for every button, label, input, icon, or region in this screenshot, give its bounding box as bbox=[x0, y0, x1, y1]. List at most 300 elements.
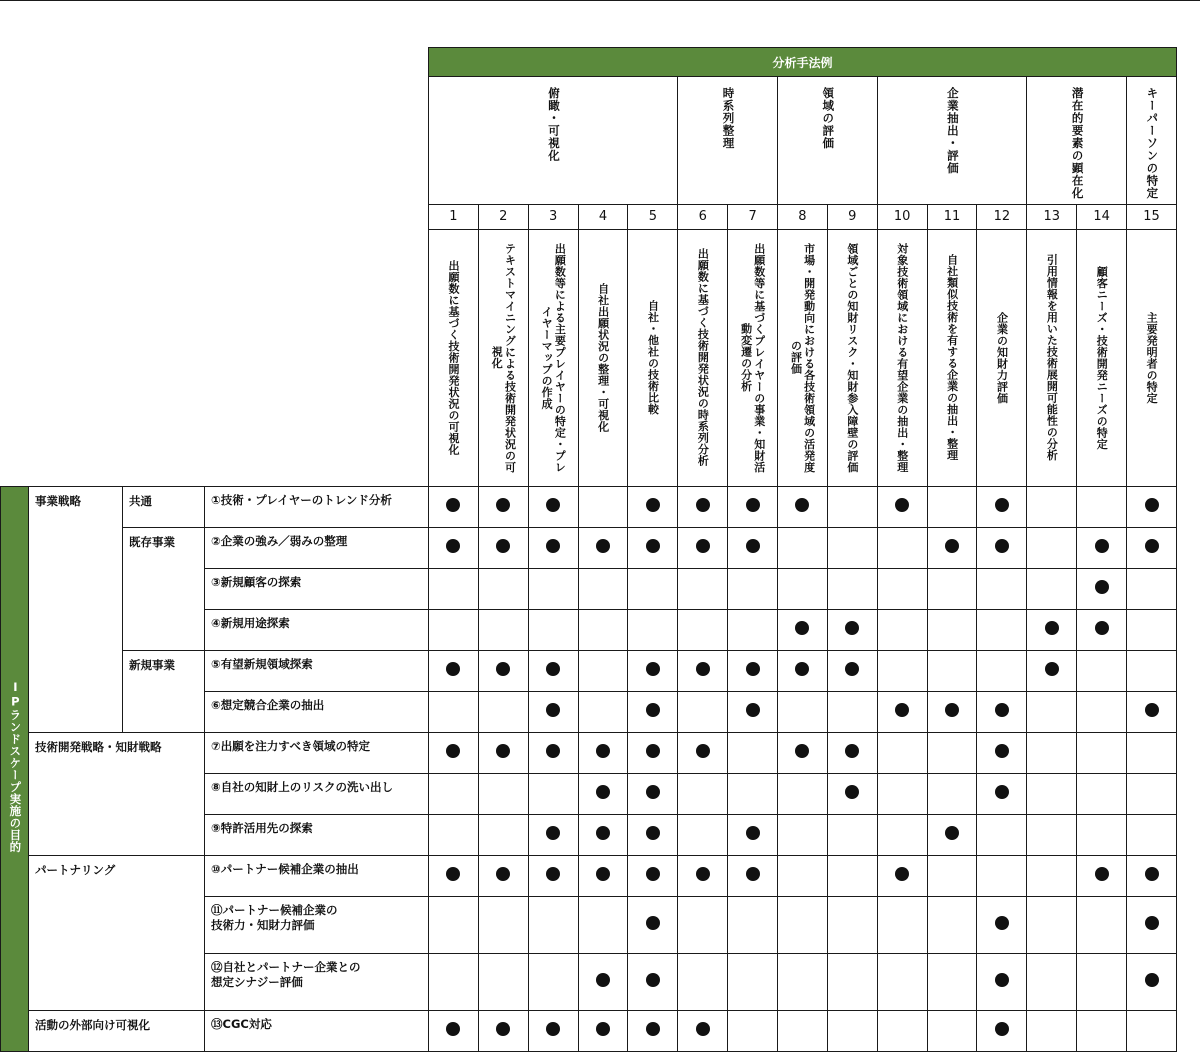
matrix-cell bbox=[927, 1010, 977, 1051]
matrix-cell bbox=[778, 486, 828, 527]
matrix-cell bbox=[528, 691, 578, 732]
matrix-cell bbox=[977, 773, 1027, 814]
matrix-cell bbox=[628, 814, 678, 855]
matrix-cell bbox=[927, 773, 977, 814]
matrix-cell bbox=[1027, 527, 1077, 568]
matrix-cell bbox=[478, 814, 528, 855]
matrix-cell bbox=[977, 609, 1027, 650]
matrix-cell bbox=[528, 527, 578, 568]
method-header bbox=[528, 229, 578, 486]
purpose-item bbox=[205, 568, 429, 609]
matrix-cell bbox=[678, 1010, 728, 1051]
category-label: 俯瞰・可視化 bbox=[547, 87, 562, 162]
matrix-cell bbox=[578, 855, 628, 896]
applicable-dot-icon bbox=[995, 973, 1009, 987]
applicable-dot-icon bbox=[1095, 539, 1109, 553]
purpose-group-label: 技術開発戦略・知財戦略 bbox=[35, 739, 162, 754]
matrix-cell bbox=[1077, 855, 1127, 896]
matrix-cell bbox=[478, 896, 528, 953]
matrix-cell bbox=[628, 650, 678, 691]
matrix-cell bbox=[678, 896, 728, 953]
matrix-cell bbox=[678, 855, 728, 896]
applicable-dot-icon bbox=[746, 867, 760, 881]
applicable-dot-icon bbox=[646, 973, 660, 987]
applicable-dot-icon bbox=[596, 867, 610, 881]
header-blank bbox=[1, 77, 429, 205]
matrix-cell bbox=[778, 691, 828, 732]
method-number: 10 bbox=[877, 204, 927, 229]
matrix-cell bbox=[528, 568, 578, 609]
method-header bbox=[1127, 229, 1177, 486]
applicable-dot-icon bbox=[696, 867, 710, 881]
purpose-group-label: 事業戦略 bbox=[35, 493, 81, 508]
matrix-cell bbox=[778, 609, 828, 650]
matrix-cell bbox=[728, 527, 778, 568]
matrix-cell bbox=[977, 486, 1027, 527]
category-label: 時系列整理 bbox=[721, 87, 736, 150]
method-label: 引用情報を用いた技術展開可能性の分析 bbox=[1045, 254, 1059, 461]
matrix-cell bbox=[1027, 953, 1077, 1010]
matrix-cell bbox=[1127, 609, 1177, 650]
matrix-cell bbox=[578, 568, 628, 609]
matrix-cell bbox=[827, 1010, 877, 1051]
matrix-cell bbox=[778, 568, 828, 609]
method-label: 出願数に基づく技術開発状況の時系列分析 bbox=[696, 248, 710, 467]
matrix-cell bbox=[628, 1010, 678, 1051]
applicable-dot-icon bbox=[596, 1022, 610, 1036]
method-header bbox=[827, 229, 877, 486]
category-label: 領域の評価 bbox=[821, 87, 836, 150]
applicable-dot-icon bbox=[795, 498, 809, 512]
category-label: 企業抽出・評価 bbox=[945, 87, 960, 175]
applicable-dot-icon bbox=[795, 662, 809, 676]
method-group-header: 分析手法例 bbox=[429, 48, 1177, 77]
purpose-item-label: ⑪パートナー候補企業の bbox=[211, 902, 338, 917]
matrix-cell bbox=[827, 896, 877, 953]
matrix-cell bbox=[628, 527, 678, 568]
matrix-cell bbox=[1077, 896, 1127, 953]
matrix-cell bbox=[877, 953, 927, 1010]
applicable-dot-icon bbox=[646, 916, 660, 930]
method-number: 15 bbox=[1127, 204, 1177, 229]
purpose-item-label: ⑥想定競合企業の抽出 bbox=[211, 697, 325, 712]
matrix-cell bbox=[877, 650, 927, 691]
matrix-cell bbox=[728, 609, 778, 650]
method-label: 企業の知財力評価 bbox=[995, 311, 1009, 404]
applicable-dot-icon bbox=[596, 973, 610, 987]
matrix-cell bbox=[728, 953, 778, 1010]
method-header bbox=[927, 229, 977, 486]
matrix-cell bbox=[827, 650, 877, 691]
matrix-cell bbox=[628, 773, 678, 814]
matrix-cell bbox=[728, 855, 778, 896]
matrix-cell bbox=[628, 568, 678, 609]
matrix-cell bbox=[778, 953, 828, 1010]
applicable-dot-icon bbox=[995, 498, 1009, 512]
matrix-cell bbox=[528, 814, 578, 855]
matrix-cell bbox=[478, 609, 528, 650]
matrix-cell bbox=[429, 609, 479, 650]
table-row bbox=[1, 1010, 1177, 1051]
matrix-cell bbox=[1127, 732, 1177, 773]
method-number: 5 bbox=[628, 204, 678, 229]
matrix-cell bbox=[927, 855, 977, 896]
matrix-cell bbox=[478, 691, 528, 732]
method-header bbox=[728, 229, 778, 486]
header-blank bbox=[1, 48, 429, 77]
matrix-cell bbox=[429, 896, 479, 953]
matrix-cell bbox=[628, 691, 678, 732]
matrix-cell bbox=[728, 732, 778, 773]
method-header bbox=[877, 229, 927, 486]
purpose-group-label: パートナリング bbox=[35, 862, 116, 877]
purpose-item bbox=[205, 1010, 429, 1051]
matrix-cell bbox=[827, 814, 877, 855]
purpose-item bbox=[205, 691, 429, 732]
matrix-cell bbox=[1027, 486, 1077, 527]
matrix-cell bbox=[877, 855, 927, 896]
table-row bbox=[1, 650, 1177, 691]
matrix-cell bbox=[977, 953, 1027, 1010]
matrix-cell bbox=[478, 568, 528, 609]
matrix-cell bbox=[728, 650, 778, 691]
matrix-cell bbox=[927, 609, 977, 650]
applicable-dot-icon bbox=[995, 1022, 1009, 1036]
purpose-item bbox=[205, 527, 429, 568]
applicable-dot-icon bbox=[746, 498, 760, 512]
applicable-dot-icon bbox=[546, 1022, 560, 1036]
matrix-cell bbox=[778, 527, 828, 568]
method-label: 出願数に基づく技術開発状況の可視化 bbox=[447, 259, 461, 456]
purpose-subgroup-label: 新規事業 bbox=[129, 657, 175, 672]
purpose-item bbox=[205, 855, 429, 896]
applicable-dot-icon bbox=[496, 744, 510, 758]
matrix-cell bbox=[1127, 691, 1177, 732]
matrix-cell bbox=[1027, 855, 1077, 896]
matrix-cell bbox=[977, 650, 1027, 691]
method-number: 2 bbox=[478, 204, 528, 229]
method-header bbox=[678, 229, 728, 486]
matrix-cell bbox=[1127, 1010, 1177, 1051]
category-header bbox=[678, 77, 778, 205]
applicable-dot-icon bbox=[446, 539, 460, 553]
matrix-cell bbox=[1077, 568, 1127, 609]
matrix-cell bbox=[1127, 527, 1177, 568]
purpose-item bbox=[205, 609, 429, 650]
applicable-dot-icon bbox=[746, 703, 760, 717]
matrix-cell bbox=[1127, 650, 1177, 691]
applicable-dot-icon bbox=[496, 662, 510, 676]
matrix-cell bbox=[877, 527, 927, 568]
purpose-item-label: 想定シナジー評価 bbox=[211, 975, 303, 990]
matrix-cell bbox=[578, 691, 628, 732]
method-header bbox=[478, 229, 528, 486]
applicable-dot-icon bbox=[596, 744, 610, 758]
header-blank bbox=[1, 229, 429, 486]
method-label: 市場・開発動向における各技術領域の活発度の評価 bbox=[789, 242, 816, 473]
matrix-cell bbox=[827, 773, 877, 814]
method-number: 7 bbox=[728, 204, 778, 229]
purpose-item bbox=[205, 486, 429, 527]
table-row bbox=[1, 855, 1177, 896]
purpose-label: IPランドスケープ実施の目的 bbox=[8, 680, 23, 853]
category-header bbox=[1027, 77, 1127, 205]
purpose-subgroup bbox=[123, 486, 205, 527]
applicable-dot-icon bbox=[746, 539, 760, 553]
matrix-cell bbox=[977, 1010, 1027, 1051]
category-header bbox=[877, 77, 1027, 205]
method-number: 3 bbox=[528, 204, 578, 229]
category-label: キーパーソンの特定 bbox=[1145, 87, 1160, 200]
applicable-dot-icon bbox=[446, 744, 460, 758]
method-number: 6 bbox=[678, 204, 728, 229]
matrix-cell bbox=[528, 486, 578, 527]
matrix-cell bbox=[429, 486, 479, 527]
applicable-dot-icon bbox=[895, 703, 909, 717]
applicable-dot-icon bbox=[1145, 703, 1159, 717]
matrix-cell bbox=[728, 568, 778, 609]
matrix-cell bbox=[877, 691, 927, 732]
matrix-cell bbox=[1027, 650, 1077, 691]
applicable-dot-icon bbox=[1145, 867, 1159, 881]
matrix-cell bbox=[478, 732, 528, 773]
matrix-cell bbox=[827, 953, 877, 1010]
purpose-group bbox=[29, 1010, 205, 1051]
matrix-cell bbox=[977, 896, 1027, 953]
matrix-cell bbox=[1027, 732, 1077, 773]
top-rule bbox=[0, 0, 1200, 1]
applicable-dot-icon bbox=[845, 785, 859, 799]
applicable-dot-icon bbox=[496, 539, 510, 553]
matrix-cell bbox=[678, 732, 728, 773]
purpose-item-label: ⑧自社の知財上のリスクの洗い出し bbox=[211, 779, 394, 794]
matrix-cell bbox=[578, 486, 628, 527]
method-label: テキストマイニングによる技術開発状況の可視化 bbox=[490, 242, 517, 473]
applicable-dot-icon bbox=[696, 1022, 710, 1036]
matrix-cell bbox=[1127, 568, 1177, 609]
applicable-dot-icon bbox=[646, 539, 660, 553]
matrix-cell bbox=[728, 814, 778, 855]
applicable-dot-icon bbox=[1145, 498, 1159, 512]
matrix-cell bbox=[429, 814, 479, 855]
purpose-item bbox=[205, 953, 429, 1010]
applicable-dot-icon bbox=[895, 498, 909, 512]
matrix-cell bbox=[927, 691, 977, 732]
applicable-dot-icon bbox=[696, 539, 710, 553]
matrix-cell bbox=[628, 609, 678, 650]
matrix-cell bbox=[678, 773, 728, 814]
matrix-cell bbox=[578, 773, 628, 814]
matrix-cell bbox=[528, 650, 578, 691]
method-header bbox=[1027, 229, 1077, 486]
applicable-dot-icon bbox=[546, 744, 560, 758]
matrix-cell bbox=[927, 732, 977, 773]
matrix-cell bbox=[628, 732, 678, 773]
purpose-item bbox=[205, 896, 429, 953]
applicable-dot-icon bbox=[1095, 621, 1109, 635]
matrix-cell bbox=[578, 527, 628, 568]
method-label: 自社出願状況の整理・可視化 bbox=[596, 282, 610, 433]
matrix-cell bbox=[977, 855, 1027, 896]
method-number: 13 bbox=[1027, 204, 1077, 229]
method-number: 9 bbox=[827, 204, 877, 229]
matrix-cell bbox=[478, 527, 528, 568]
matrix-cell bbox=[578, 650, 628, 691]
purpose-sidebar bbox=[1, 486, 29, 1051]
applicable-dot-icon bbox=[795, 621, 809, 635]
matrix-cell bbox=[827, 568, 877, 609]
matrix-cell bbox=[1077, 609, 1127, 650]
method-header bbox=[429, 229, 479, 486]
matrix-cell bbox=[1077, 650, 1127, 691]
method-label: 自社・他社の技術比較 bbox=[646, 300, 660, 415]
matrix-cell bbox=[778, 1010, 828, 1051]
applicable-dot-icon bbox=[496, 1022, 510, 1036]
table-row bbox=[1, 527, 1177, 568]
applicable-dot-icon bbox=[496, 867, 510, 881]
method-number: 12 bbox=[977, 204, 1027, 229]
applicable-dot-icon bbox=[995, 539, 1009, 553]
applicable-dot-icon bbox=[696, 498, 710, 512]
applicable-dot-icon bbox=[546, 539, 560, 553]
matrix-cell bbox=[1077, 953, 1127, 1010]
method-label: 領域ごとの知財リスク・知財参入障壁の評価 bbox=[845, 242, 859, 473]
matrix-cell bbox=[528, 896, 578, 953]
applicable-dot-icon bbox=[995, 916, 1009, 930]
matrix-cell bbox=[977, 527, 1027, 568]
matrix-cell bbox=[877, 896, 927, 953]
header-blank bbox=[1, 204, 429, 229]
applicable-dot-icon bbox=[546, 662, 560, 676]
purpose-item-label: ⑤有望新規領域探索 bbox=[211, 656, 313, 671]
matrix-cell bbox=[877, 1010, 927, 1051]
matrix-cell bbox=[927, 486, 977, 527]
matrix-cell bbox=[927, 814, 977, 855]
matrix-cell bbox=[578, 1010, 628, 1051]
method-header bbox=[1077, 229, 1127, 486]
purpose-item-label: ⑩パートナー候補企業の抽出 bbox=[211, 861, 359, 876]
applicable-dot-icon bbox=[596, 539, 610, 553]
matrix-cell bbox=[628, 855, 678, 896]
matrix-cell bbox=[927, 953, 977, 1010]
matrix-cell bbox=[778, 814, 828, 855]
matrix-cell bbox=[528, 953, 578, 1010]
matrix-cell bbox=[478, 773, 528, 814]
matrix-cell bbox=[1077, 691, 1127, 732]
analysis-matrix-table bbox=[0, 47, 1177, 1052]
matrix-cell bbox=[429, 568, 479, 609]
applicable-dot-icon bbox=[1045, 621, 1059, 635]
applicable-dot-icon bbox=[795, 744, 809, 758]
applicable-dot-icon bbox=[1045, 662, 1059, 676]
matrix-cell bbox=[628, 896, 678, 953]
applicable-dot-icon bbox=[895, 867, 909, 881]
applicable-dot-icon bbox=[696, 662, 710, 676]
matrix-cell bbox=[578, 896, 628, 953]
table-row bbox=[1, 486, 1177, 527]
purpose-subgroup-label: 既存事業 bbox=[129, 534, 175, 549]
matrix-cell bbox=[827, 609, 877, 650]
method-number: 8 bbox=[778, 204, 828, 229]
matrix-cell bbox=[528, 773, 578, 814]
matrix-cell bbox=[827, 732, 877, 773]
matrix-cell bbox=[977, 691, 1027, 732]
matrix-cell bbox=[877, 486, 927, 527]
matrix-cell bbox=[778, 855, 828, 896]
matrix-cell bbox=[1077, 773, 1127, 814]
purpose-item-label: ⑦出願を注力すべき領域の特定 bbox=[211, 738, 371, 753]
matrix-cell bbox=[578, 953, 628, 1010]
matrix-cell bbox=[429, 732, 479, 773]
applicable-dot-icon bbox=[546, 703, 560, 717]
matrix-cell bbox=[827, 486, 877, 527]
matrix-cell bbox=[1027, 691, 1077, 732]
matrix-cell bbox=[877, 609, 927, 650]
purpose-subgroup-label: 共通 bbox=[129, 493, 152, 508]
matrix-cell bbox=[927, 650, 977, 691]
applicable-dot-icon bbox=[746, 826, 760, 840]
applicable-dot-icon bbox=[845, 621, 859, 635]
matrix-cell bbox=[528, 1010, 578, 1051]
matrix-cell bbox=[728, 773, 778, 814]
matrix-cell bbox=[927, 527, 977, 568]
purpose-item bbox=[205, 732, 429, 773]
method-number: 1 bbox=[429, 204, 479, 229]
applicable-dot-icon bbox=[696, 744, 710, 758]
applicable-dot-icon bbox=[646, 744, 660, 758]
method-number: 4 bbox=[578, 204, 628, 229]
applicable-dot-icon bbox=[1145, 916, 1159, 930]
applicable-dot-icon bbox=[646, 498, 660, 512]
matrix-cell bbox=[1027, 814, 1077, 855]
matrix-cell bbox=[1127, 486, 1177, 527]
method-label: 出願数等に基づくプレイヤーの事業・知財活動変遷の分析 bbox=[739, 242, 766, 473]
method-header bbox=[578, 229, 628, 486]
matrix-cell bbox=[728, 1010, 778, 1051]
applicable-dot-icon bbox=[596, 826, 610, 840]
method-number: 11 bbox=[927, 204, 977, 229]
purpose-group bbox=[29, 486, 123, 732]
matrix-cell bbox=[778, 732, 828, 773]
matrix-cell bbox=[927, 568, 977, 609]
method-label: 出願数等による主要プレイヤーの特定・プレイヤーマップの作成 bbox=[540, 242, 567, 473]
matrix-cell bbox=[429, 691, 479, 732]
purpose-subgroup bbox=[123, 650, 205, 732]
applicable-dot-icon bbox=[446, 1022, 460, 1036]
method-header bbox=[977, 229, 1027, 486]
category-header bbox=[1127, 77, 1177, 205]
matrix-cell bbox=[478, 650, 528, 691]
applicable-dot-icon bbox=[646, 703, 660, 717]
matrix-cell bbox=[429, 953, 479, 1010]
method-header bbox=[778, 229, 828, 486]
matrix-cell bbox=[578, 814, 628, 855]
category-header bbox=[778, 77, 878, 205]
applicable-dot-icon bbox=[446, 498, 460, 512]
applicable-dot-icon bbox=[945, 703, 959, 717]
matrix-cell bbox=[1027, 1010, 1077, 1051]
matrix-cell bbox=[1127, 814, 1177, 855]
matrix-cell bbox=[528, 732, 578, 773]
matrix-cell bbox=[678, 650, 728, 691]
applicable-dot-icon bbox=[995, 703, 1009, 717]
matrix-cell bbox=[678, 527, 728, 568]
method-number: 14 bbox=[1077, 204, 1127, 229]
matrix-cell bbox=[528, 855, 578, 896]
matrix-cell bbox=[1077, 732, 1127, 773]
applicable-dot-icon bbox=[646, 826, 660, 840]
applicable-dot-icon bbox=[546, 826, 560, 840]
